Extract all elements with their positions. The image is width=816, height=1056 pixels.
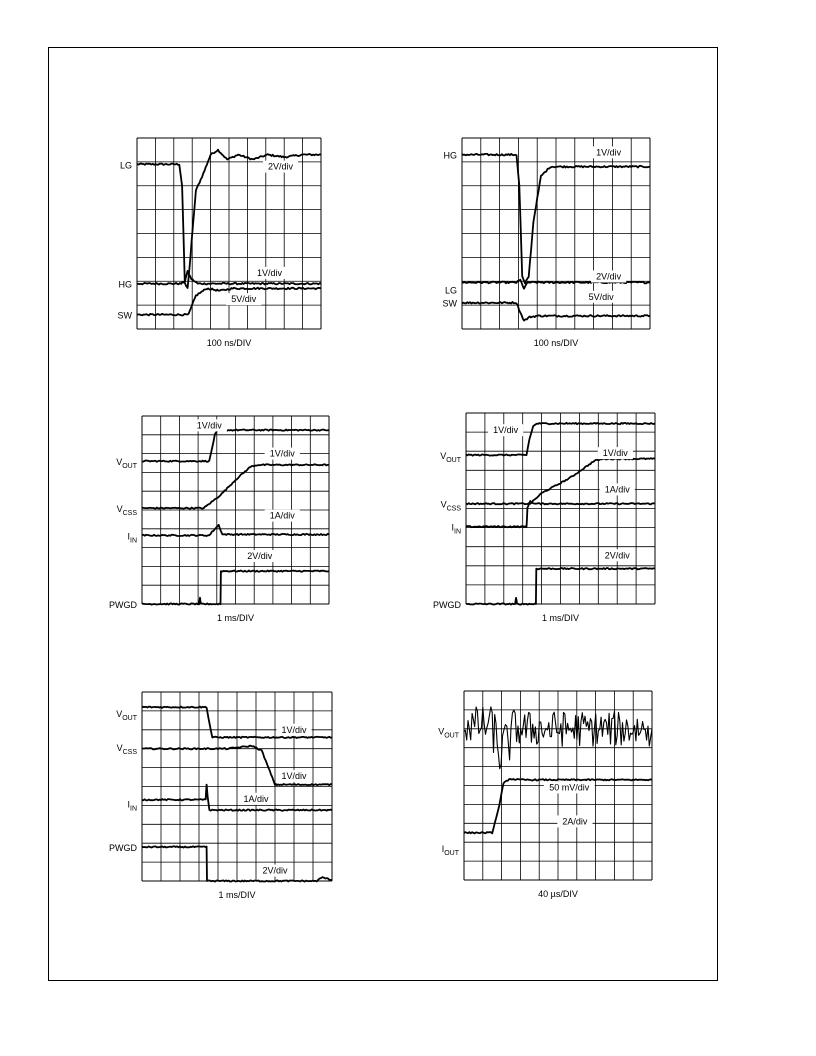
channel-label-lg: LG (119, 160, 132, 171)
channel-label-vcss: $V_{CSS}$ (116, 504, 137, 518)
scale-label-in: 1A/div (243, 793, 269, 804)
scale-label-vout: 1V/div (281, 724, 307, 735)
scope-panel-1 (118, 138, 322, 348)
channel-label-pwgd: PWGD (109, 842, 137, 853)
channel-label-vout: $V_{OUT}$ (438, 726, 459, 740)
scale-label-lg: 2V/div (268, 161, 294, 172)
channel-label-vout: $V_{OUT}$ (116, 457, 137, 471)
channel-label-vout: $V_{OUT}$ (116, 708, 137, 722)
channel-label-in: $I_{IN}$ (127, 531, 137, 545)
channel-label-pwgd: PWGD (109, 600, 137, 610)
channel-label-vcss: $V_{CSS}$ (116, 742, 137, 756)
scale-label-pwgd: 2V/div (604, 550, 630, 561)
scale-label-hg: 1V/div (596, 147, 622, 158)
scale-label-vout: 50 mV/div (549, 782, 590, 793)
scope-panel-5 (109, 692, 332, 900)
channel-label-hg: HG (443, 150, 457, 161)
scope-panel-6 (438, 691, 652, 899)
channel-label-vout: $V_{OUT}$ (440, 451, 461, 465)
channel-label-out: $I_{OUT}$ (441, 843, 459, 857)
timebase-label: 1 ms/DIV (541, 613, 580, 623)
channel-label-lg: LG (444, 285, 457, 296)
channel-label-in: $I_{IN}$ (127, 799, 137, 813)
scale-label-sw: 5V/div (588, 291, 614, 302)
scale-label-hg: 1V/div (256, 267, 282, 278)
timebase-label: 1 ms/DIV (216, 613, 255, 623)
scale-label-out: 2A/div (562, 816, 588, 827)
scope-panel-4 (433, 413, 655, 623)
channel-label-sw: SW (442, 298, 457, 309)
channel-label-sw: SW (117, 310, 132, 321)
scale-label-vout: 1V/div (493, 425, 519, 436)
timebase-label: 100 ns/DIV (206, 338, 252, 348)
scale-label-pwgd: 2V/div (247, 551, 273, 562)
scale-label-pwgd: 2V/div (262, 865, 288, 876)
scale-label-in: 1A/div (269, 510, 295, 521)
scope-panel-2 (443, 138, 651, 348)
scale-label-sw: 5V/div (231, 294, 257, 305)
scale-label-lg: 2V/div (596, 271, 622, 282)
timebase-label: 100 ns/DIV (533, 338, 579, 348)
scale-label-vcss: 1V/div (281, 771, 307, 782)
channel-label-pwgd: PWGD (433, 600, 461, 610)
channel-label-in: $I_{IN}$ (451, 522, 461, 536)
scope-panel-3 (109, 416, 329, 623)
scale-label-vcss: 1V/div (602, 448, 628, 459)
scale-label-vcss: 1V/div (269, 448, 295, 459)
scale-label-in: 1A/div (604, 484, 630, 495)
channel-label-hg: HG (118, 279, 132, 290)
scale-label-vout: 1V/div (196, 420, 222, 431)
channel-label-vcss: $V_{CSS}$ (440, 499, 461, 513)
timebase-label: 40 µs/DIV (538, 889, 578, 899)
timebase-label: 1 ms/DIV (218, 890, 256, 900)
